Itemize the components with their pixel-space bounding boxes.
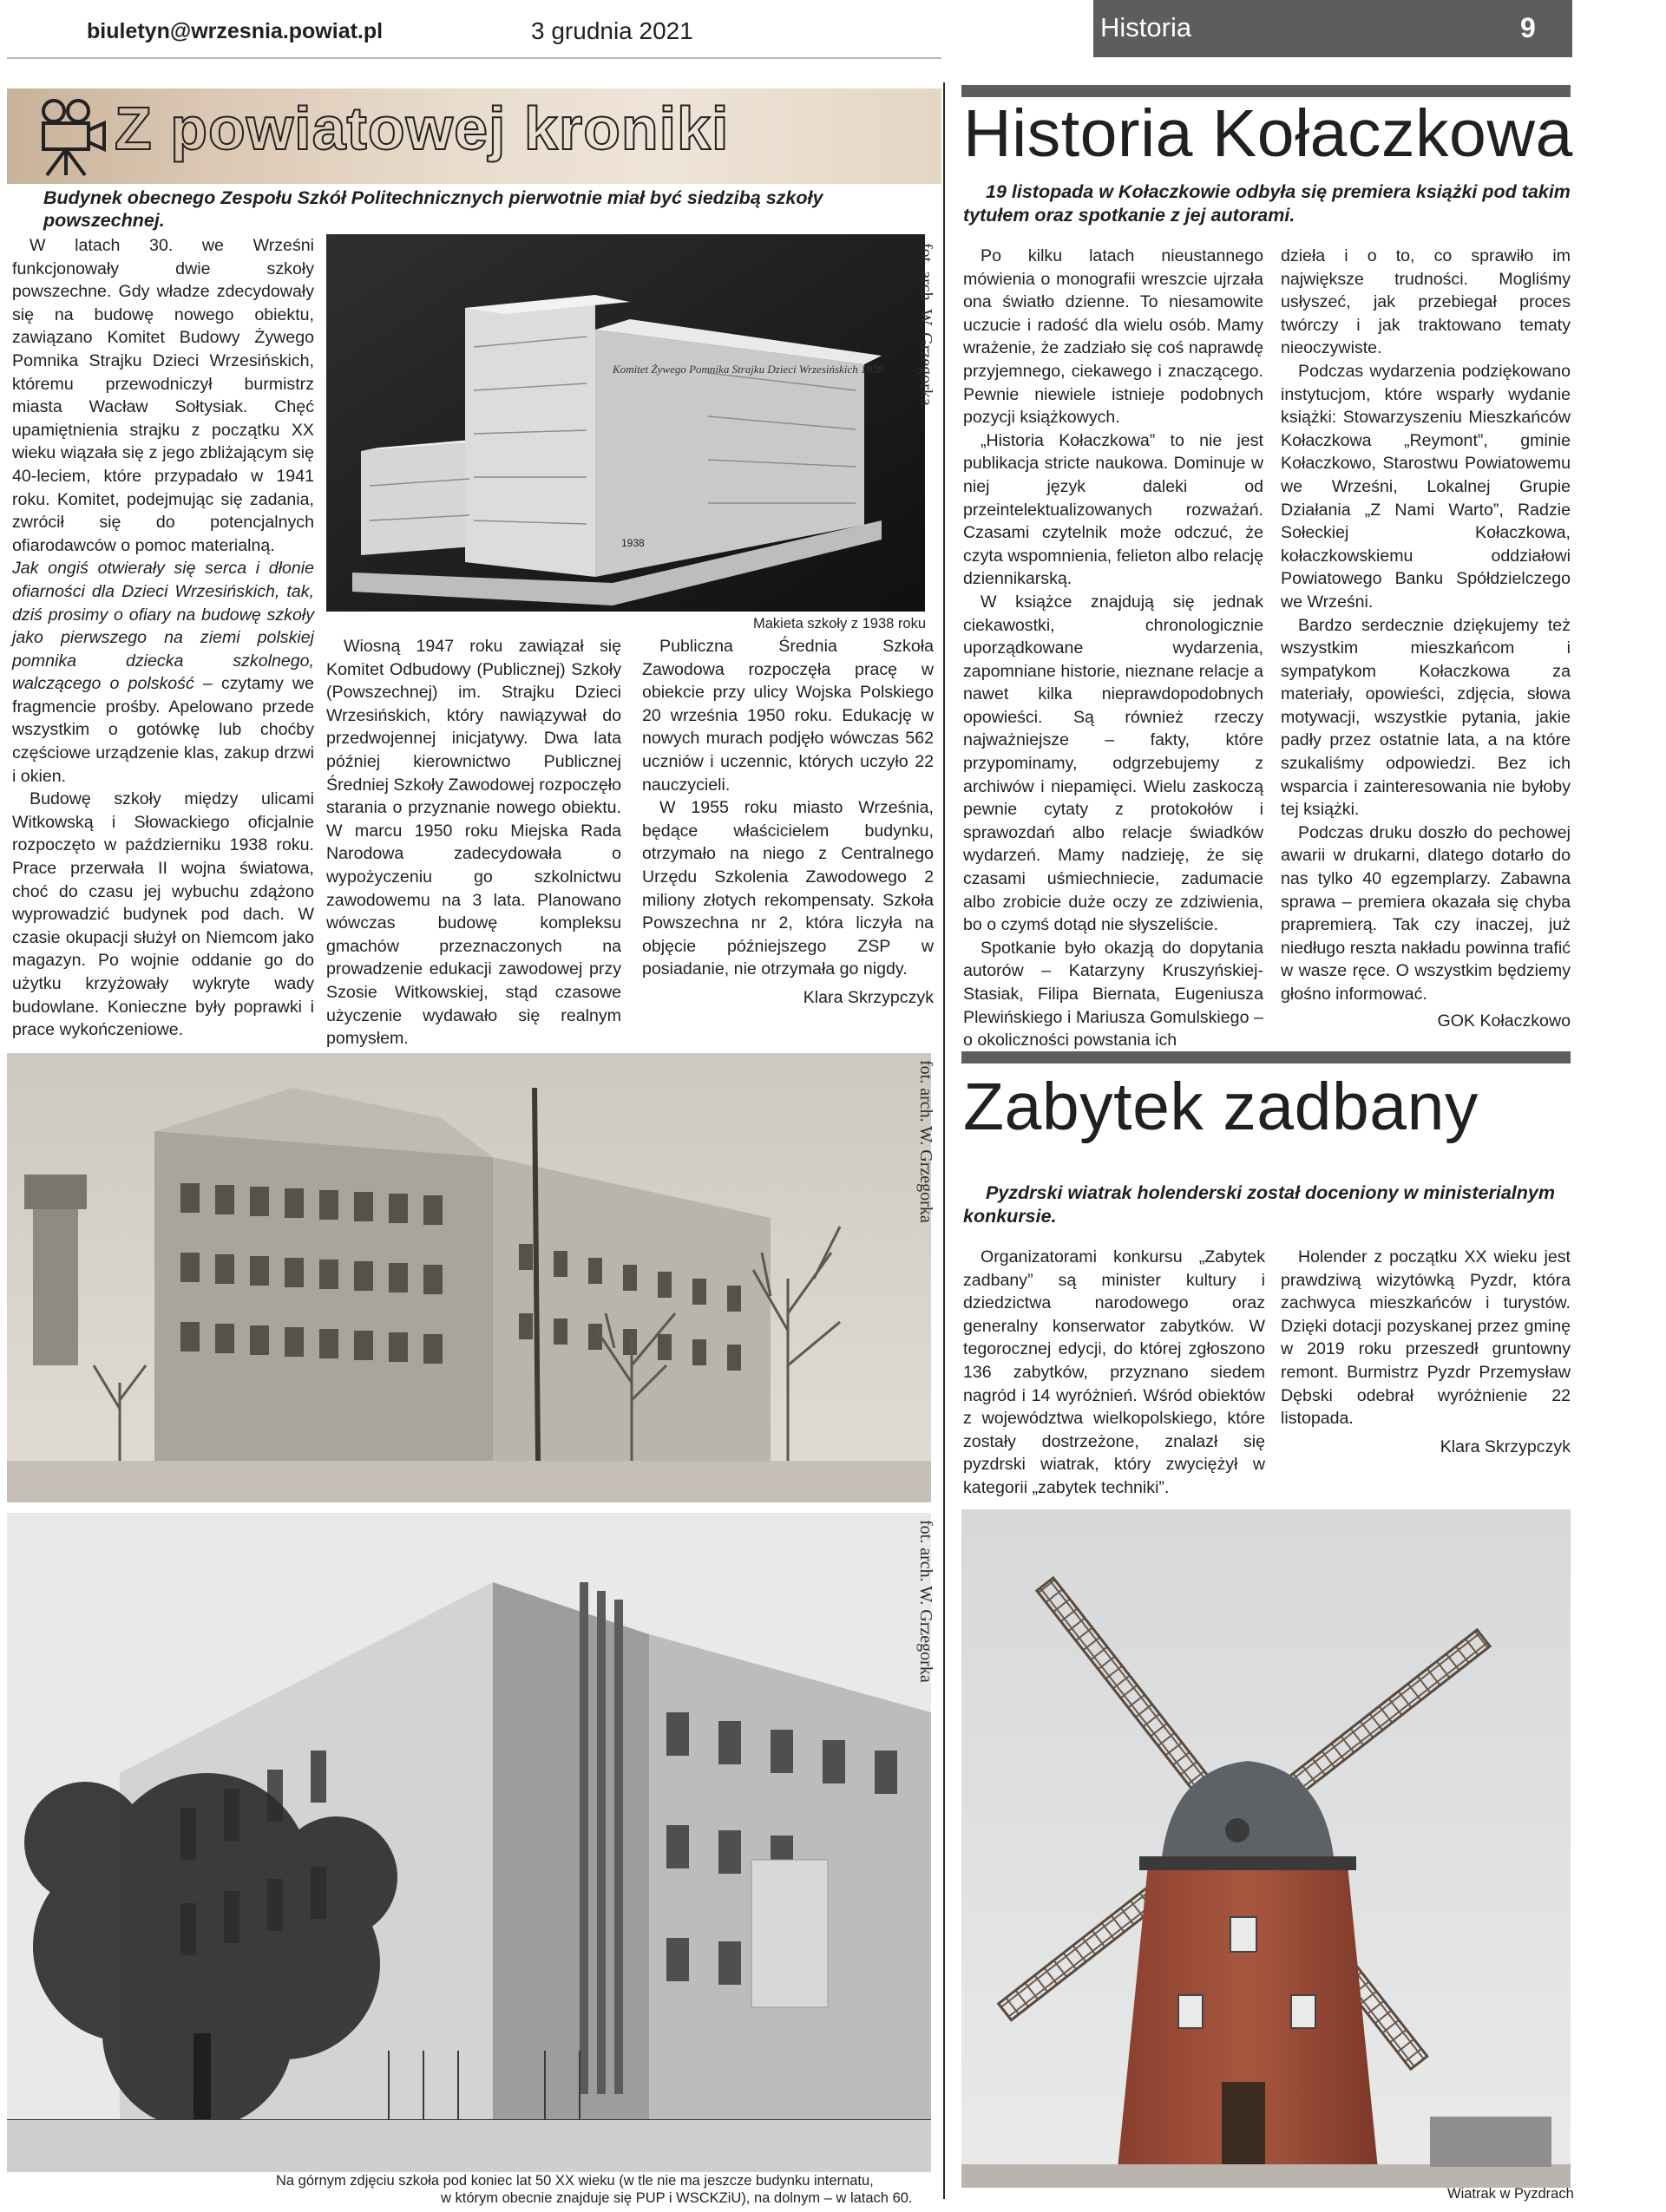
historia-col1-para-3: W książce znajdują się jednak ciekawostki, chronologicznie uporządkowane wydarzenia, zapomniane historie, nieznane relacje a nawet kilka nieprawdopodobnych opowieści. Są również rzeczy najważniejsze – fakty, które przypominamy, odgrzebujemy z archiwów i niepamięci. Wielu zaskoczą pewnie cytaty z protokołów i sprawozdań albo relacje świadków wydarzeń. Mamy nadzieję, że się czasami uśmiechniecie, zadumacie albo zrobicie duże oczy ze zdziwienia, bo o czymś dotąd nie słyszeliście. [963, 592, 1263, 935]
kronika-column-1 [12, 234, 314, 1042]
school-model-photo [326, 234, 925, 612]
header-divider [7, 57, 941, 59]
historia-col2-para-1: dzieła i o to, co sprawiło im największe trudności. Mogliśmy usłyszeć, jak przebiegał proces twórczy i jak traktowano tematy nieoczywiste. [1281, 246, 1571, 358]
kronika-lead: Budynek obecnego Zespołu Szkół Politechnicznych pierwotnie miał być siedzibą szkoły powszechnej. [43, 187, 823, 231]
historia-author: GOK Kołaczkowo [1437, 1011, 1571, 1031]
windmill-photo [961, 1509, 1571, 2188]
zabytek-title: Zabytek zadbany [963, 1070, 1479, 1144]
kronika-col1-quote-para [12, 557, 314, 788]
header-email: biuletyn@wrzesnia.powiat.pl [87, 19, 384, 43]
kronika-col3-para-1: Publiczna Średnia Szkoła Zawodowa rozpoczęła pracę w obiekcie przy ulicy Wojska Polskiego 20 września 1950 roku. Edukację w nowych murach podjęło wówczas 562 uczniów i uczennic, których uczyło 22 nauczycieli. [642, 637, 934, 795]
zabytek-column-1 [963, 1246, 1265, 1500]
kronika-column-2 [326, 635, 621, 1050]
kronika-col1-para-1: W latach 30. we Wrześni funkcjonowały dwie szkoły powszechne. Gdy władze zdecydowały się na budowę nowego obiektu, zawiązano Komitet Budowy Żywego Pomnika Strajku Dzieci Wrzesińskich, któremu przewodniczył burmistrz miasta Wacław Sołtysiak. Chęć upamiętnienia strajku z początku XX wieku wiązała się z jego zbliżającym się 40-leciem, które przypadało w 1941 roku. Komitet, podejmując się zadania, zwrócił się do potencjalnych ofiarodawców o pomoc materialną. [12, 236, 314, 555]
zabytek-top-rule [961, 1051, 1571, 1063]
bottom-caption-line-1: Na górnym zdjęciu szkoła pod koniec lat 50 XX wieku (w tle nie ma jeszcze budynku internatu, [276, 2173, 874, 2189]
historia-col1-para-2: „Historia Kołaczkowa” to nie jest publikacja stricte naukowa. Dominuje w niej język daleki od przeintelektualizowanych rozważań. Czasami czytelnik może odczuć, że czyta wspomnienia, felieton albo relację dziennikarską. [963, 430, 1263, 589]
zabytek-author: Klara Skrzypczyk [1440, 1436, 1571, 1456]
historia-col1-para-1: Po kilku latach nieustannego mówienia o monografii wreszcie ujrzała ona światło dzienne. To niesamowite uczucie i radość dla wielu osób. Mamy wrażenie, że zadziało się coś naprawdę przyjemnego, ciekawego i znaczącego. Pewnie niewiele istnieje podobnych pozycji książkowych. [963, 246, 1263, 428]
historia-col2-para-3: Bardzo serdecznie dziękujemy też wszystkim mieszkańcom i sympatykom Kołaczkowa za materiały, opowieści, zdjęcia, słowa motywacji, wszystkie pytania, jakie padły przez ostatnie lata, a na które szukaliśmy odpowiedzi. Bez ich wsparcia i zainteresowania nie byłoby tej książki. [1281, 615, 1571, 820]
historia-col1-para-4: Spotkanie było okazją do dopytania autorów – Katarzyny Kruszyńskiej-Stasiak, Filipa Biernata, Eugeniusza Plewińskiego i Mariusza Gomulskiego – o okoliczności powstania ich [963, 938, 1263, 1050]
header-section-name: Historia [1100, 12, 1192, 43]
column-divider [943, 82, 945, 2199]
historia-lead: 19 listopada w Kołaczkowie odbyła się premiera książki pod takim tytułem oraz spotkanie z jej autorami. [963, 181, 1571, 226]
photo2-credit: fot. arch. W. Grzegorka [916, 1520, 935, 1683]
page-number: 9 [1520, 12, 1536, 43]
kronika-column-3 [642, 635, 934, 1010]
kronika-col1-after-quote: – czytamy we fragmencie prośby. Apelowano przede wszystkim o gotówkę lub choćby częściowe urządzenie klas, zakup drzwi i okien. [12, 674, 314, 786]
historia-column-2 [1281, 245, 1571, 1032]
school-1960s-photo [7, 1513, 931, 2172]
kronika-author: Klara Skrzypczyk [803, 987, 934, 1007]
historia-title: Historia Kołaczkowa [963, 96, 1573, 171]
zabytek-lead: Pyzdrski wiatrak holenderski został doceniony w ministerialnym konkursie. [963, 1182, 1555, 1227]
model-photo-caption: Makieta szkoły z 1938 roku [753, 616, 927, 632]
kronika-col2-para-1: Wiosną 1947 roku zawiązał się Komitet Odbudowy (Publicznej) Szkoły (Powszechnej) im. Strajku Dzieci Wrzesińskich, który nawiązywał do przedwojennej inicjatywy. Dwa lata później kierownictwo Publicznej Średniej Szkoły Zawodowej rozpoczęło starania o przyznanie nowego obiektu. W marcu 1950 roku Miejska Rada Narodowa zadecydowała o wypożyczeniu go szkolnictwu zawodowemu na 3 lata. Planowano wówczas budowę kompleksu gmachów przeznaczonych na prowadzenie edukacji zawodowej przy Szosie Witkowskiej, stąd czasowe użyczenie wydawało się realnym pomysłem. [326, 637, 621, 1049]
historia-col2-para-4: Podczas druku doszło do pechowej awarii w drukarni, dlatego dotarło do nas tylko 40 egzemplarzy. Zabawna sprawa – premiera okazała się chyba prapremierą. Tak czy inaczej, już niedługo reszta nakładu powinna trafić w wasze ręce. O wszystkim będziemy głośno informować. [1281, 822, 1571, 1004]
kronika-col1-para-2: Budowę szkoły między ulicami Witkowską i Słowackiego oficjalnie rozpoczęto w październiku 1938 roku. Prace przerwała II wojna światowa, choć do czasu jej wybuchu zdążono wyprowadzić budynek pod dach. W czasie okupacji służył on Niemcom jako magazyn. Po wojnie oddanie go do użytku krzyżowały wykryte wady budowlane. Konieczne były poprawki i prace wykończeniowe. [12, 789, 314, 1040]
photo1-credit: fot. arch. W. Grzegorka [916, 1060, 935, 1223]
historia-col2-para-2: Podczas wydarzenia podziękowano instytucjom, które wsparły wydanie książki: Stowarzyszeniu Mieszkańców Kołaczkowa „Reymont”, gminie Kołaczkowo, Starostwu Powiatowemu we Wrześni, Lokalnej Grupie Działania „Z Nami Warto”, Radzie Sołeckiej Kołaczkowa, kołaczkowskiemu oddziałowi Powiatowego Banku Spółdzielczego we Wrześni. [1281, 361, 1571, 612]
kronika-banner-title: Z powiatowej kroniki [115, 95, 730, 162]
film-camera-icon [35, 97, 109, 177]
kronika-col3-para-2: W 1955 roku miasto Września, będące właścicielem budynku, otrzymało na niego z Centralnego Urzędu Szkolenia Zawodowego 2 miliony złotych rekompensaty. Szkoła Powszechna nr 2, która liczyła na objęcie późniejszego ZSP w posiadanie, nie otrzymała go nigdy. [642, 798, 934, 979]
header-date: 3 grudnia 2021 [531, 17, 693, 44]
model-year: 1938 [621, 537, 645, 549]
model-label-text: Komitet Żywego Pomnika Strajku Dzieci Wrzesińskich 1938 [613, 363, 883, 376]
model-photo-credit: fot. arch. W. Grzegorka [916, 243, 935, 406]
windmill-photo-caption: Wiatrak w Pyzdrach [1447, 2186, 1574, 2202]
zabytek-col2-para-1: Holender z początku XX wieku jest prawdziwą wizytówką Pyzdr, która zachwyca mieszkańców i turystów. Dzięki dotacji pozyskanej przez gminę w 2019 roku przeszedł gruntowny remont. Burmistrz Pyzdr Przemysław Dębski odebrał wyróżnienie 22 listopada. [1281, 1247, 1571, 1429]
school-1950s-photo [7, 1053, 931, 1502]
kronika-col1-quote: Jak ongiś otwierały się serca i dłonie ofiarności dla Dzieci Wrzesińskich, tak, dziś prosimy o ofiary na budowę szkoły jako pierwszego na ziemi polskiej pomnika dziecka szkolnego, walczącego o polskość [12, 559, 314, 694]
zabytek-col1-para-1: Organizatorami konkursu „Zabytek zadbany” są minister kultury i dziedzictwa narodowego oraz generalny konserwator zabytków. W tegorocznej edycji, do której zgłoszono 136 zabytków, przyznano siedem nagród i 14 wyróżnień. Wśród obiektów z województwa wielkopolskiego, które zostały dostrzeżone, znalazł się pyzdrski wiatrak, który zwyciężył w kategorii „zabytek techniki”. [963, 1247, 1265, 1497]
bottom-caption-line-2: w którym obecnie znajduje się PUP i WSCKZiU), na dolnym – w latach 60. [441, 2190, 913, 2206]
historia-column-1 [963, 245, 1263, 1052]
zabytek-column-2 [1281, 1246, 1571, 1458]
